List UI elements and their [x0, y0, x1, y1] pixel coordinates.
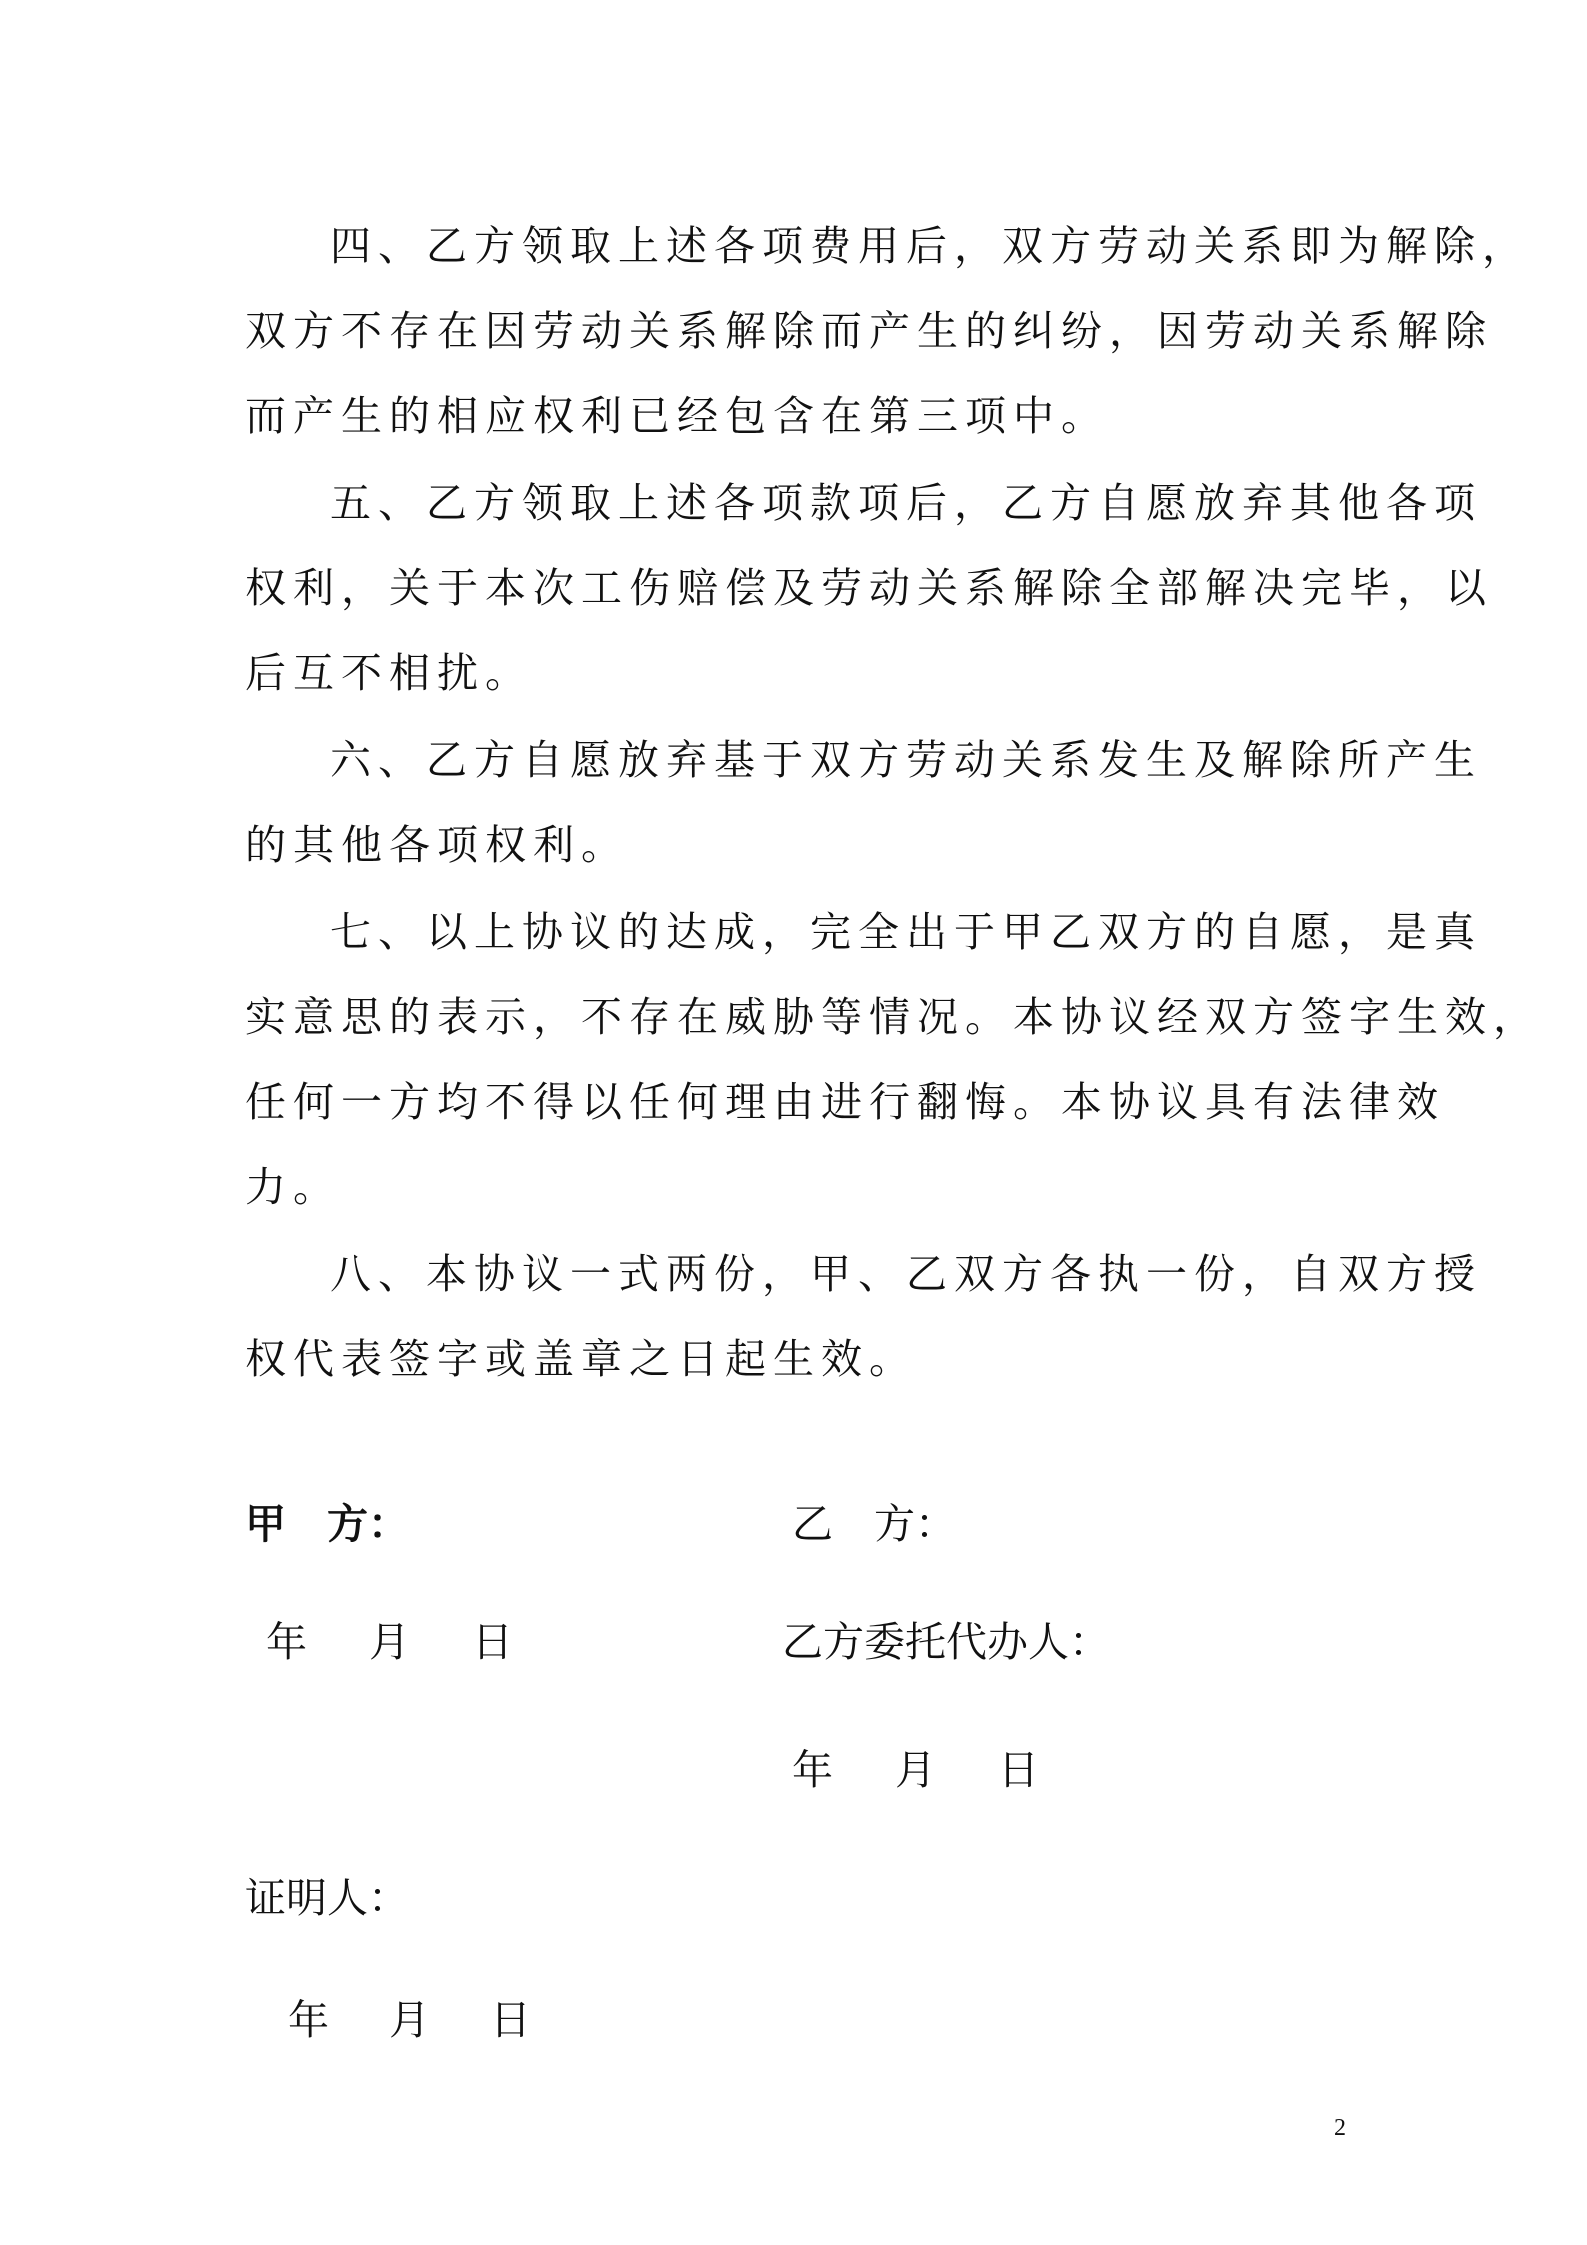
date-month: 月 — [369, 1618, 410, 1666]
party-a-label: 甲 方： — [245, 1500, 409, 1548]
date-month: 月 — [389, 1996, 430, 2044]
date-year: 年 — [288, 1996, 329, 2044]
paragraph-5-line-1: 五、乙方领取上述各项款项后，乙方自愿放弃其他各项 — [330, 479, 1482, 527]
date-day: 日 — [998, 1746, 1039, 1794]
party-a-date — [266, 1612, 513, 1672]
date-month: 月 — [895, 1746, 936, 1794]
paragraph-6-line-2: 的其他各项权利。 — [245, 821, 629, 869]
paragraph-6-line-1: 六、乙方自愿放弃基于双方劳动关系发生及解除所产生 — [330, 736, 1482, 784]
paragraph-7-line-1: 七、以上协议的达成，完全出于甲乙双方的自愿，是真 — [330, 908, 1482, 956]
paragraph-7-line-2: 实意思的表示，不存在威胁等情况。本协议经双方签字生效， — [245, 993, 1541, 1041]
paragraph-4-line-2: 双方不存在因劳动关系解除而产生的纠纷，因劳动关系解除 — [245, 307, 1493, 355]
paragraph-5-line-2: 权利，关于本次工伤赔偿及劳动关系解除全部解决完毕，以 — [245, 564, 1493, 612]
witness-date — [288, 1990, 531, 2050]
paragraph-5-line-3: 后互不相扰。 — [245, 649, 533, 697]
paragraph-8-line-1: 八、本协议一式两份，甲、乙双方各执一份，自双方授 — [330, 1250, 1482, 1298]
witness-label: 证明人： — [245, 1874, 409, 1922]
date-day: 日 — [490, 1996, 531, 2044]
paragraph-8-line-2: 权代表签字或盖章之日起生效。 — [245, 1335, 917, 1383]
date-year: 年 — [266, 1618, 307, 1666]
party-b-label: 乙 方： — [792, 1500, 956, 1548]
date-day: 日 — [472, 1618, 513, 1666]
paragraph-7-line-3: 任何一方均不得以任何理由进行翻悔。本协议具有法律效 — [245, 1078, 1445, 1126]
party-b-date — [792, 1740, 1039, 1800]
party-b-agent-label: 乙方委托代办人： — [782, 1618, 1110, 1666]
date-year: 年 — [792, 1746, 833, 1794]
page-number: 2 — [1334, 2115, 1346, 2141]
paragraph-4-line-3: 而产生的相应权利已经包含在第三项中。 — [245, 392, 1109, 440]
paragraph-7-line-4: 力。 — [245, 1163, 341, 1211]
paragraph-4-line-1: 四、乙方领取上述各项费用后，双方劳动关系即为解除， — [330, 222, 1530, 270]
